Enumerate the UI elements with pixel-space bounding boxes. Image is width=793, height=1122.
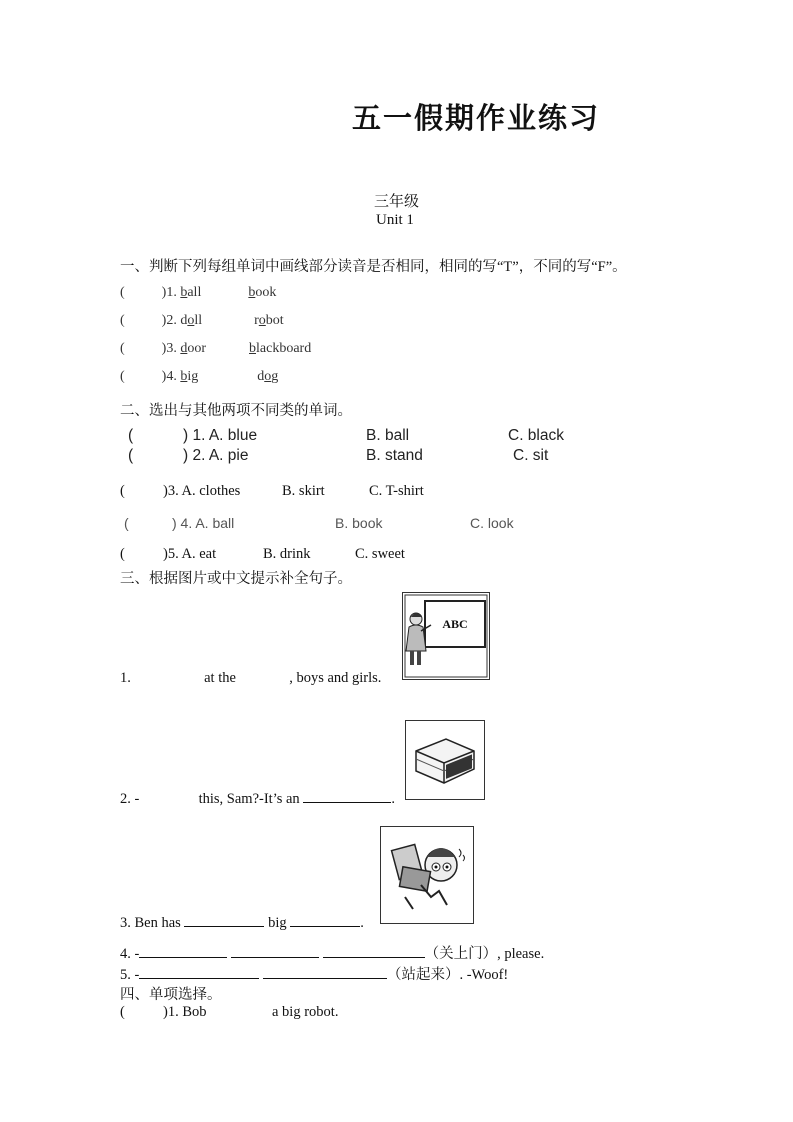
- underlined-letter: o: [264, 369, 272, 384]
- q2-item-1-a: ) 1. A. blue: [183, 427, 258, 444]
- q2-item-1-b: B. ball: [366, 427, 410, 444]
- answer-blank[interactable]: [303, 788, 391, 803]
- q2-item-2-paren: (: [128, 447, 134, 464]
- q3-item-4: 4. - （关上门）, please.: [120, 942, 544, 963]
- q2-item-5-a: )5. A. eat: [163, 546, 217, 562]
- grade-label: 三年级: [374, 194, 420, 210]
- list-item: ( )4. big dog: [120, 369, 279, 384]
- answer-blank[interactable]: [139, 964, 259, 979]
- q2-item-1-c: C. black: [508, 427, 564, 444]
- paren: (: [120, 341, 125, 356]
- q4-item-1-rest: a big robot.: [272, 1004, 339, 1020]
- q2-item-4-c: C. look: [470, 515, 514, 531]
- q3-item-1: 1. at the , boys and girls.: [120, 670, 382, 686]
- answer-blank[interactable]: [263, 964, 387, 979]
- q2-item-2-b: B. stand: [366, 447, 423, 464]
- q2-item-4-paren: (: [124, 515, 129, 531]
- section4-heading: 四、单项选择。: [120, 987, 222, 1003]
- answer-blank[interactable]: [139, 943, 227, 958]
- paren: (: [120, 313, 125, 328]
- q2-item-5-paren: (: [120, 546, 125, 562]
- boy-books-image: [380, 826, 474, 924]
- page-title: 五一假期作业练习: [352, 101, 601, 135]
- answer-blank[interactable]: [184, 912, 264, 927]
- question-number: )3.: [161, 341, 177, 356]
- teacher-blackboard-illustration: [403, 593, 489, 679]
- teacher-blackboard-image: [402, 592, 490, 680]
- q2-item-5-b: B. drink: [263, 546, 311, 562]
- underlined-letter: b: [180, 369, 188, 384]
- q4-item-1-paren: (: [120, 1004, 125, 1020]
- eraser-illustration: [406, 721, 484, 799]
- section2-heading: 二、选出与其他两项不同类的单词。: [120, 403, 352, 419]
- boy-books-illustration: [381, 827, 473, 923]
- q3-item-3: 3. Ben has big .: [120, 912, 364, 932]
- q2-item-3-paren: (: [120, 483, 125, 499]
- q2-item-5-c: C. sweet: [355, 546, 405, 562]
- q2-item-3-a: )3. A. clothes: [163, 483, 241, 499]
- list-item: ( )2. doll robot: [120, 313, 284, 328]
- q3-item-2: 2. - this, Sam?-It’s an .: [120, 788, 395, 808]
- question-number: )2.: [161, 313, 177, 328]
- q2-item-1-paren: (: [128, 427, 134, 444]
- answer-blank[interactable]: [290, 912, 360, 927]
- q4-item-1-num: )1. Bob: [163, 1004, 207, 1020]
- q2-item-2-a: ) 2. A. pie: [183, 447, 249, 464]
- underlined-letter: b: [249, 341, 257, 356]
- q2-item-3-b: B. skirt: [282, 483, 325, 499]
- answer-blank[interactable]: [323, 943, 425, 958]
- underlined-letter: d: [180, 341, 188, 356]
- underlined-letter: o: [187, 313, 195, 328]
- question-number: )4.: [161, 369, 177, 384]
- eraser-image: [405, 720, 485, 800]
- paren: (: [120, 285, 125, 300]
- q2-item-2-c: C. sit: [513, 447, 549, 464]
- paren: (: [120, 369, 125, 384]
- board-text: ABC: [442, 617, 468, 631]
- section3-heading: 三、根据图片或中文提示补全句子。: [120, 571, 352, 587]
- q2-item-4-b: B. book: [335, 515, 383, 531]
- underlined-letter: b: [180, 285, 188, 300]
- unit-label: Unit 1: [376, 212, 414, 228]
- list-item: ( )3. door blackboard: [120, 341, 312, 356]
- answer-blank[interactable]: [231, 943, 319, 958]
- list-item: ( )1. ball book: [120, 285, 277, 300]
- underlined-letter: b: [248, 285, 256, 300]
- section1-heading: 一、判断下列每组单词中画线部分读音是否相同，相同的写“T”，不同的写“F”。: [120, 259, 627, 275]
- underlined-letter: o: [258, 313, 266, 328]
- q3-item-5: 5. - （站起来）. -Woof!: [120, 963, 508, 984]
- question-number: )1.: [161, 285, 177, 300]
- q2-item-4-a: ) 4. A. ball: [172, 515, 235, 531]
- q2-item-3-c: C. T-shirt: [369, 483, 424, 499]
